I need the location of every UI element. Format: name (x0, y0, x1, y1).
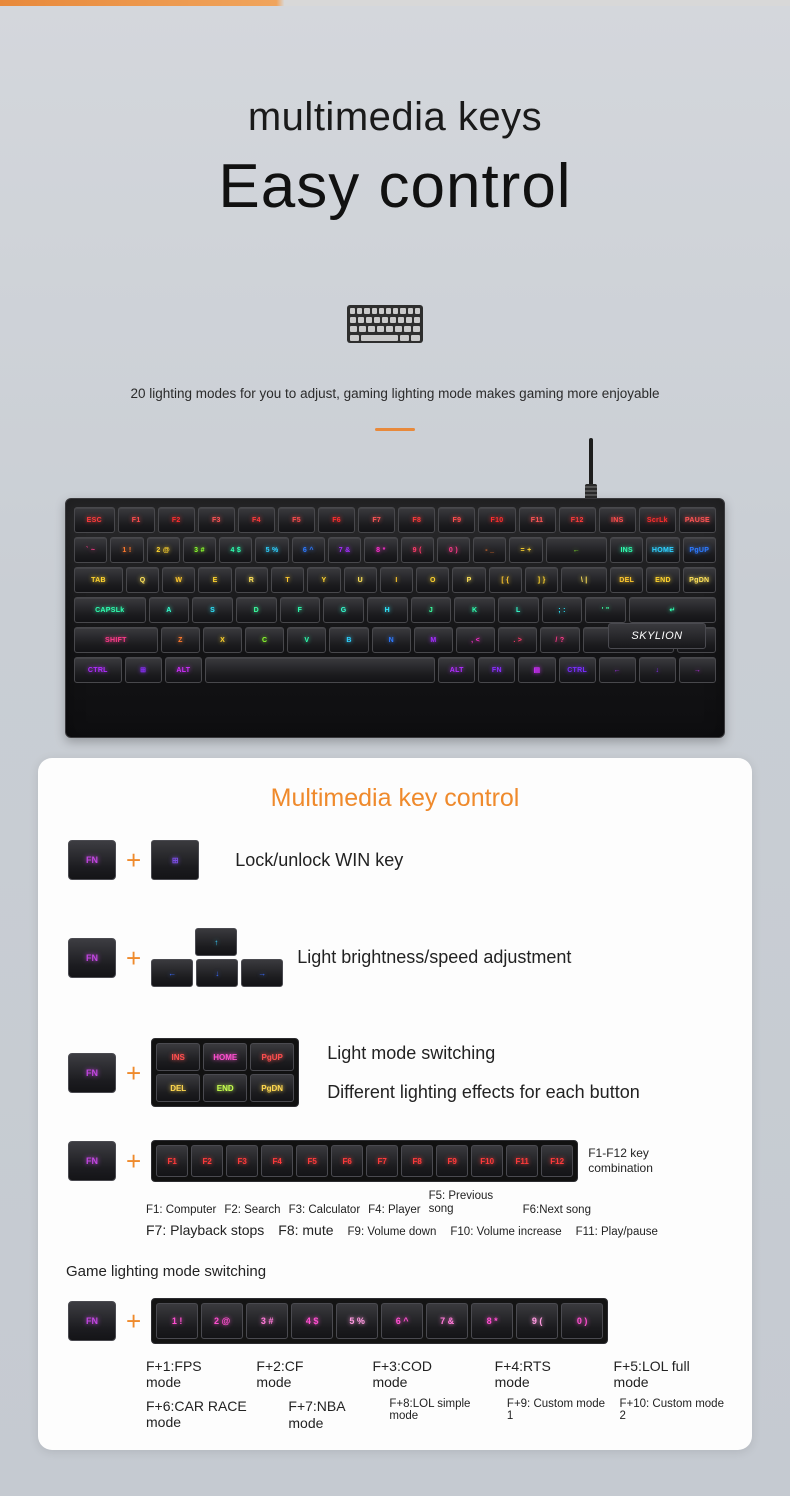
game-note: F+3:COD mode (372, 1358, 432, 1390)
keycap: ' " (585, 597, 626, 623)
function-key[interactable]: F8 (401, 1145, 433, 1177)
usb-cable (589, 438, 593, 500)
fn-note: F3: Calculator (288, 1204, 361, 1217)
fn-note: F7: Playback stops (146, 1222, 265, 1239)
keycap: ScrLk (639, 507, 676, 533)
ins-key[interactable]: INS (156, 1043, 200, 1071)
keycap: TAB (74, 567, 123, 593)
keyboard-body (65, 498, 725, 738)
keycap: - _ (473, 537, 506, 563)
function-key-strip (151, 1140, 578, 1182)
keycap: F2 (158, 507, 195, 533)
keycap: HOME (646, 537, 679, 563)
keycap: F9 (438, 507, 475, 533)
keycap: I (380, 567, 413, 593)
game-note: F+8:LOL simple mode (389, 1398, 471, 1422)
fn-note: F6:Next song (522, 1204, 591, 1217)
fn-notes-block (146, 1190, 686, 1238)
fn-key[interactable]: FN (68, 840, 116, 880)
fn-note: F8: mute (278, 1222, 334, 1239)
game-note: F+10: Custom mode 2 (619, 1398, 724, 1422)
number-key[interactable]: 3 # (246, 1303, 288, 1339)
keycap: G (323, 597, 364, 623)
fn-note: F11: Play/pause (575, 1226, 658, 1239)
fn-note: F10: Volume increase (450, 1226, 562, 1239)
win-key[interactable]: ⊞ (151, 840, 199, 880)
plus-sign: + (126, 1057, 142, 1088)
keycap: 8 * (364, 537, 397, 563)
plus-sign: + (126, 1306, 142, 1336)
function-key[interactable]: F3 (226, 1145, 258, 1177)
number-key[interactable]: 6 ^ (381, 1303, 423, 1339)
keycap: L (498, 597, 539, 623)
nav-key-cluster (151, 1038, 299, 1107)
number-key[interactable]: 1 ! (156, 1303, 198, 1339)
keyboard-row-caps (74, 597, 716, 623)
fn-note: F9: Volume down (347, 1226, 437, 1239)
del-key[interactable]: DEL (156, 1074, 200, 1102)
top-accent-bar (0, 0, 790, 6)
keycap: ↵ (629, 597, 716, 623)
pgdn-key[interactable]: PgDN (250, 1074, 294, 1102)
function-key[interactable]: F9 (436, 1145, 468, 1177)
function-key[interactable]: F10 (471, 1145, 503, 1177)
arrow-left-key[interactable]: ← (151, 959, 193, 987)
keycap: 1 ! (110, 537, 143, 563)
row-win-lock (68, 840, 403, 880)
keycap: B (329, 627, 368, 653)
arrow-up-key[interactable]: ↑ (195, 928, 237, 956)
function-key[interactable]: F6 (331, 1145, 363, 1177)
fn-note: F5: Previous song (428, 1190, 494, 1216)
brightness-desc: Light brightness/speed adjustment (297, 947, 572, 967)
row-light-mode (68, 1038, 640, 1107)
keycap: 2 @ (147, 537, 180, 563)
hero-section (0, 90, 790, 226)
keycap: T (271, 567, 304, 593)
keycap: 0 ) (437, 537, 470, 563)
keycap: 3 # (183, 537, 216, 563)
keycap: CTRL (559, 657, 596, 683)
keycap: ALT (165, 657, 202, 683)
win-lock-desc: Lock/unlock WIN key (235, 849, 404, 870)
game-note: F+6:CAR RACE mode (146, 1398, 247, 1430)
keycap: PAUSE (679, 507, 716, 533)
keycap: ` ~ (74, 537, 107, 563)
keycap: F5 (278, 507, 315, 533)
keycap: F7 (358, 507, 395, 533)
number-key[interactable]: 5 % (336, 1303, 378, 1339)
light-mode-desc-1: Light mode switching (327, 1042, 496, 1063)
card-title: Multimedia key control (270, 784, 520, 812)
game-note: F+2:CF mode (256, 1358, 304, 1390)
game-note: F+1:FPS mode (146, 1358, 202, 1390)
function-key[interactable]: F5 (296, 1145, 328, 1177)
keycap: H (367, 597, 408, 623)
keyboard-product-image (65, 498, 725, 738)
keycap: ← (599, 657, 636, 683)
keycap: K (454, 597, 495, 623)
hero-tagline: 20 lighting modes for you to adjust, gaming lighting mode makes gaming more enjoyable (130, 386, 660, 401)
function-key[interactable]: F12 (541, 1145, 573, 1177)
keycap: = + (509, 537, 542, 563)
keycap: ] } (525, 567, 558, 593)
game-note: F+7:NBA mode (288, 1398, 345, 1431)
keycap: A (149, 597, 190, 623)
keycap: CAPSLk (74, 597, 146, 623)
function-key[interactable]: F4 (261, 1145, 293, 1177)
row-f1-f12 (68, 1140, 653, 1182)
keycap: [ { (489, 567, 522, 593)
keycap: F8 (398, 507, 435, 533)
keycap: / ? (540, 627, 579, 653)
keyboard-row-ctrl (74, 657, 716, 683)
keyboard-row-tab (74, 567, 716, 593)
number-key[interactable]: 8 * (471, 1303, 513, 1339)
keycap: CTRL (74, 657, 122, 683)
light-mode-desc-2: Different lighting effects for each button (327, 1081, 640, 1102)
function-key[interactable]: F2 (191, 1145, 223, 1177)
keycap: , < (456, 627, 495, 653)
keycap: PgUP (683, 537, 716, 563)
function-key[interactable]: F1 (156, 1145, 188, 1177)
keycap: M (414, 627, 453, 653)
arrow-right-key[interactable]: → (241, 959, 283, 987)
keycap: ESC (74, 507, 115, 533)
keycap: F6 (318, 507, 355, 533)
keycap: V (287, 627, 326, 653)
keycap: W (162, 567, 195, 593)
row-brightness (68, 928, 571, 987)
keycap: O (416, 567, 449, 593)
keycap: F4 (238, 507, 275, 533)
keycap: \ | (561, 567, 607, 593)
function-key[interactable]: F7 (366, 1145, 398, 1177)
keycap: ▤ (518, 657, 555, 683)
number-key[interactable]: 9 ( (516, 1303, 558, 1339)
end-key[interactable]: END (203, 1074, 247, 1102)
fn-key[interactable]: FN (68, 1053, 116, 1093)
keycap: Z (161, 627, 200, 653)
number-key-strip (151, 1298, 608, 1344)
keycap: → (679, 657, 716, 683)
keycap: F12 (559, 507, 596, 533)
keycap: INS (610, 537, 643, 563)
keycap: E (198, 567, 231, 593)
keycap: SHIFT (74, 627, 158, 653)
fn-key[interactable]: FN (68, 1301, 116, 1341)
keycap: P (452, 567, 485, 593)
arrow-key-cluster (151, 928, 283, 987)
keycap: ↓ (639, 657, 676, 683)
accent-divider (375, 428, 415, 431)
keycap: ; : (542, 597, 583, 623)
plus-sign: + (126, 845, 142, 875)
keycap: 5 % (255, 537, 288, 563)
keycap: F11 (519, 507, 556, 533)
keycap: Q (126, 567, 159, 593)
keycap: DEL (610, 567, 643, 593)
keycap: F3 (198, 507, 235, 533)
keycap: 4 $ (219, 537, 252, 563)
keycap: ⊞ (125, 657, 162, 683)
keycap: D (236, 597, 277, 623)
keycap: INS (599, 507, 636, 533)
keycap: ALT (438, 657, 475, 683)
game-note: F+5:LOL full mode (613, 1358, 690, 1390)
keycap: END (646, 567, 679, 593)
keycap: J (411, 597, 452, 623)
keycap: FN (478, 657, 515, 683)
keycap: F10 (478, 507, 515, 533)
keycap: N (372, 627, 411, 653)
multimedia-card (38, 758, 752, 1450)
keyboard-row-number (74, 537, 716, 563)
plus-sign: + (126, 942, 142, 973)
number-key[interactable]: 4 $ (291, 1303, 333, 1339)
keycap: . > (498, 627, 537, 653)
keycap: 7 & (328, 537, 361, 563)
fn-key[interactable]: FN (68, 1141, 116, 1181)
row-game-mode (68, 1298, 608, 1344)
f1-f12-desc-1: F1-F12 key (588, 1146, 649, 1160)
home-key[interactable]: HOME (203, 1043, 247, 1071)
game-note: F+9: Custom mode 1 (506, 1398, 606, 1422)
keycap: PgDN (683, 567, 716, 593)
arrow-down-key[interactable]: ↓ (196, 959, 238, 987)
fn-note: F4: Player (368, 1204, 421, 1217)
fn-key[interactable]: FN (68, 938, 116, 978)
keyboard-icon (347, 305, 423, 343)
keycap: 6 ^ (292, 537, 325, 563)
hero-title: Easy control (218, 152, 572, 221)
keycap: Y (307, 567, 340, 593)
keycap: ← (546, 537, 607, 563)
game-note: F+4:RTS mode (494, 1358, 551, 1390)
keycap: 9 ( (401, 537, 434, 563)
number-key[interactable]: 2 @ (201, 1303, 243, 1339)
hero-subtitle: multimedia keys (247, 95, 543, 139)
fn-note: F2: Search (224, 1204, 281, 1217)
fn-note: F1: Computer (146, 1204, 217, 1217)
function-key[interactable]: F11 (506, 1145, 538, 1177)
keycap (205, 657, 435, 683)
keycap: X (203, 627, 242, 653)
keycap: S (192, 597, 233, 623)
plus-sign: + (126, 1146, 142, 1176)
pgup-key[interactable]: PgUP (250, 1043, 294, 1071)
keycap: F1 (118, 507, 155, 533)
keycap: C (245, 627, 284, 653)
keycap: R (235, 567, 268, 593)
number-key[interactable]: 0 ) (561, 1303, 603, 1339)
keyboard-row-function (74, 507, 716, 533)
game-mode-heading: Game lighting mode switching (66, 1263, 267, 1280)
brand-logo: SKYLION (608, 623, 706, 649)
f1-f12-desc-2: combination (588, 1161, 653, 1175)
keycap: U (344, 567, 377, 593)
game-notes-block (146, 1358, 726, 1432)
keycap: F (280, 597, 321, 623)
number-key[interactable]: 7 & (426, 1303, 468, 1339)
